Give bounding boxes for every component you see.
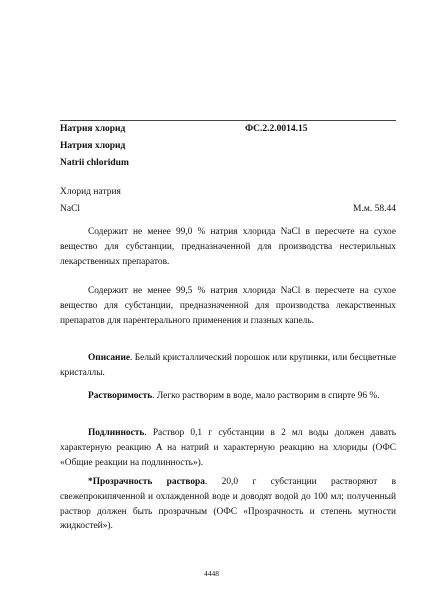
description-label: Описание xyxy=(88,353,131,363)
monograph-latin-name: Natrii chloridum xyxy=(60,158,129,168)
identification-text: . Раствор 0,1 г субстанции в 2 мл воды должен давать характерную реакцию А на натрий и характерную реакцию на хлориды (ОФС «Общие реакции на подлинность»). xyxy=(60,428,396,468)
description-text: . Белый кристаллический порошок или крупинки, или бесцветные кристаллы. xyxy=(60,353,396,378)
chemical-name: Хлорид натрия xyxy=(60,187,121,197)
page-number: 4448 xyxy=(204,569,219,578)
solubility-text: . Легко растворим в воде, мало растворим в спирте 96 %. xyxy=(152,391,380,401)
solubility-label: Растворимость xyxy=(88,391,153,401)
molecular-mass: М.м. 58.44 xyxy=(353,204,396,214)
identification-label: Подлинность xyxy=(88,428,145,438)
description-section xyxy=(60,351,396,381)
chemical-formula: NaCl xyxy=(60,204,81,214)
content-paragraph-1: Содержит не менее 99,0 % натрия хлорида NaCl в пересчете на сухое вещество для субстанции, предназначенной для производства нестерильных лекарственных препаратов. xyxy=(60,227,396,267)
solubility-section xyxy=(60,389,396,404)
monograph-title-2: Натрия хлорид xyxy=(60,141,126,151)
content-paragraph-2: Содержит не менее 99,5 % натрия хлорида NaCl в пересчете на сухое вещество для субстанции, предназначенной для производства лекарственных препаратов для парентерального применения и глазных капель. xyxy=(60,286,396,326)
clarity-label: *Прозрачность раствора xyxy=(88,477,205,487)
monograph-code: ФС.2.2.0014.15 xyxy=(245,124,308,134)
clarity-section xyxy=(60,475,396,534)
header-rule xyxy=(60,120,396,121)
clarity-text: . 20,0 г субстанции растворяют в свежепрокипяченной и охлажденной воде и доводят водой до 100 мл; полученный раствор должен быть прозрачным (ОФС «Прозрачность и степень мутности жидкостей»). xyxy=(60,477,396,532)
monograph-title: Натрия хлорид xyxy=(60,124,126,134)
identification-section xyxy=(60,426,396,470)
